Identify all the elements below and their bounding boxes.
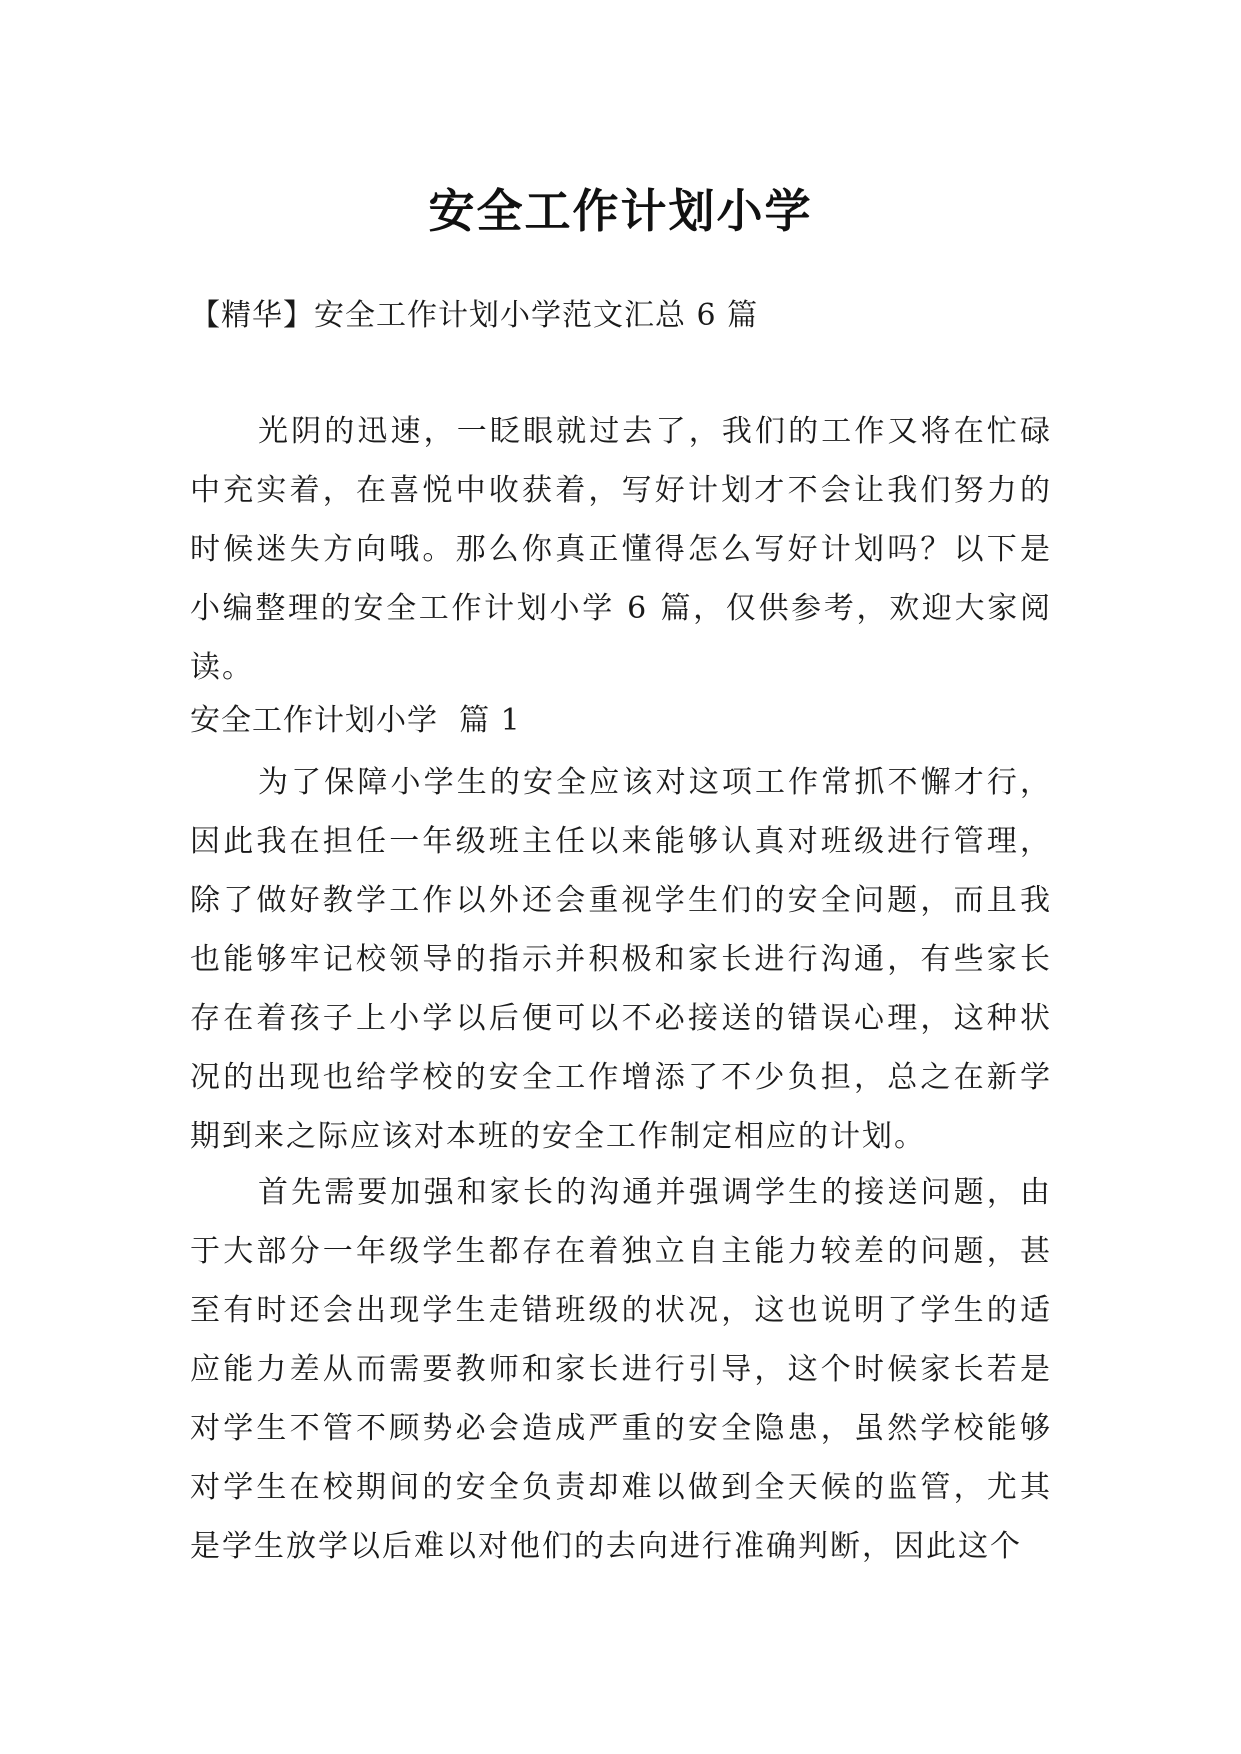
section-heading: 安全工作计划小学 篇 1: [190, 703, 521, 738]
document-title: 安全工作计划小学: [428, 183, 813, 238]
document-subtitle: 【精华】安全工作计划小学范文汇总 6 篇: [190, 298, 759, 333]
body-paragraph: 为了保障小学生的安全应该对这项工作常抓不懈才行，因此我在担任一年级班主任以来能够认真对班级进行管理，除了做好教学工作以外还会重视学生们的安全问题，而且我也能够牢记校领导的指示并积极和家长进行沟通，有些家长存在着孩子上小学以后便可以不必接送的错误心理，这种状况的出现也给学校的安全工作增添了不少负担，总之在新学期到来之际应该对本班的安全工作制定相应的计划。: [190, 765, 1052, 1154]
intro-paragraph: 光阴的迅速，一眨眼就过去了，我们的工作又将在忙碌中充实着，在喜悦中收获着，写好计划才不会让我们努力的时候迷失方向哦。那么你真正懂得怎么写好计划吗？以下是小编整理的安全工作计划小学 6 篇，仅供参考，欢迎大家阅读。: [190, 414, 1052, 685]
body-paragraph: 首先需要加强和家长的沟通并强调学生的接送问题，由于大部分一年级学生都存在着独立自主能力较差的问题，甚至有时还会出现学生走错班级的状况，这也说明了学生的适应能力差从而需要教师和家长进行引导，这个时候家长若是对学生不管不顾势必会造成严重的安全隐患，虽然学校能够对学生在校期间的安全负责却难以做到全天候的监管，尤其是学生放学以后难以对他们的去向进行准确判断，因此这个: [190, 1175, 1052, 1564]
